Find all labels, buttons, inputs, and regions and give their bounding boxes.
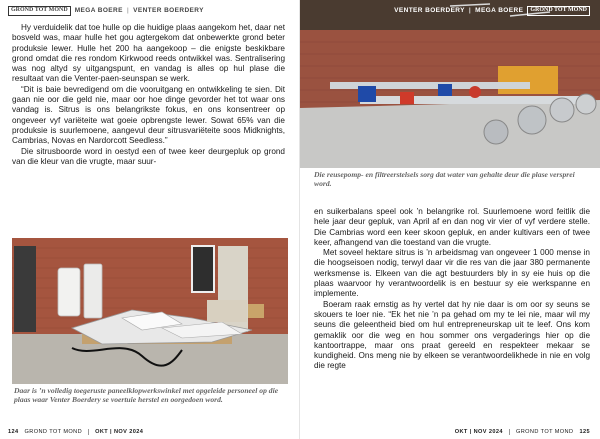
right-page [300,0,600,439]
page-number: 125 [579,429,590,435]
footer-issue: OKT | NOV 2024 [95,429,144,435]
magazine-logo: GROND TOT MOND [8,6,71,16]
footer-issue: OKT | NOV 2024 [454,429,503,435]
paragraph: “Dit is baie bevredigend om die vooruitgang en ontwikkeling te sien. Dit gaan nie oor die geld nie, maar oor hoe dinge gevorder het tot waar ons vandag is. Sitrus is ons belangrikste fokus, en ons konsentreer op ongeveer vyf variëteite wat goeie opbrengste lewer. Sowat 65% van die produksie is suurlemoene, aangevul deur sitrusvariëteite soos Midknights, Cambrias, Novas en Nardorcott Seedless.” [12,84,285,146]
workshop-photo [12,238,288,384]
right-photo-caption: Die reusepomp- en filtreerstelsels sorg dat water van gehalte deur die plase versprei word. [314,170,575,189]
left-header [8,6,204,16]
pump-station-photo [300,0,600,168]
left-photo-caption: Daar is ’n volledig toegeruste paneelklopwerkswinkel met opgeleide personeel op die plaas waar Venter Boerdery se voertuie herstel en oorgedoen word. [14,386,279,405]
header-separator: | [468,7,472,15]
page-number: 124 [8,429,19,435]
subsection-label: VENTER BOERDERY [394,7,465,15]
magazine-logo: GROND TOT MOND [527,6,590,16]
footer-magazine: GROND TOT MOND [515,429,574,435]
paragraph: en suikerbalans speel ook ’n belangrike rol. Suurlemoene word feitlik die hele jaar deur gepluk, van April af en dan nog vir vier of vyf verdere stelle. Die Cambrias word een keer skoon gepluk, en ander kultivars een of twee keer, afhangend van die toestand van die vrugte. [314,207,590,247]
section-label: MEGA BOERE [74,7,123,15]
pump-station-illustration [300,0,600,168]
paragraph: Hy verduidelik dat toe hulle op die huidige plaas aangekom het, daar net bosveld was, maar hulle het gou agtergekom dat onbewerkte grond beter produksie lewer. Hulle het 200 ha aangekoop – die enigste beskikbare grond omdat die res rondom Kirkwood reeds ontwikkel was. Sentralisering was nog altyd sy uitgangspunt, en vandag is alles op hul plase die resultaat van die Venter-paen-seunspan se werk. [12,23,285,84]
footer-separator [509,429,510,435]
left-article-text [12,23,285,167]
header-separator: | [126,7,130,15]
right-article-text [314,207,590,372]
paragraph: Die sitrusboorde word in oestyd een of twee keer deurgepluk op grond van die kleur van die vrugte, maar suur- [12,146,285,166]
subsection-label: VENTER BOERDERY [133,7,204,15]
workshop-photo-illustration [12,238,288,384]
section-label: MEGA BOERE [475,7,524,15]
right-header [394,6,590,16]
footer-magazine: GROND TOT MOND [24,429,83,435]
paragraph: Met soveel hektare sitrus is ’n arbeidsmag van ongeveer 1 000 mense in die hoogseisoen nodig, terwyl daar vir die res van die jaar 380 permanente werksmense is. Elkeen van die agt bestuurders bly in sy eie huis op die plaas waarvoor hy verantwoordelik is en bestuur sy eie werkspanne en implemente. [314,248,590,299]
right-footer [455,429,590,435]
paragraph: Boeram raak ernstig as hy vertel dat hy nie daar is om oor sy seuns se skouers te loer nie. “Ek het nie ’n pa gehad om my te lei nie, maar wil my seuns die geleentheid bied om hul entrepreneurskap uit te leef. Ons kom gemaklik oor die weg en hou sommer ons vergaderings hier op die kantoortrappe, maar ons praat gereeld en respekteer mekaar se kundigheid. Ons meng nie by elkeen se verantwoordelikhede in nie en volg die regte [314,299,590,371]
footer-separator [88,429,89,435]
left-footer [8,429,143,435]
